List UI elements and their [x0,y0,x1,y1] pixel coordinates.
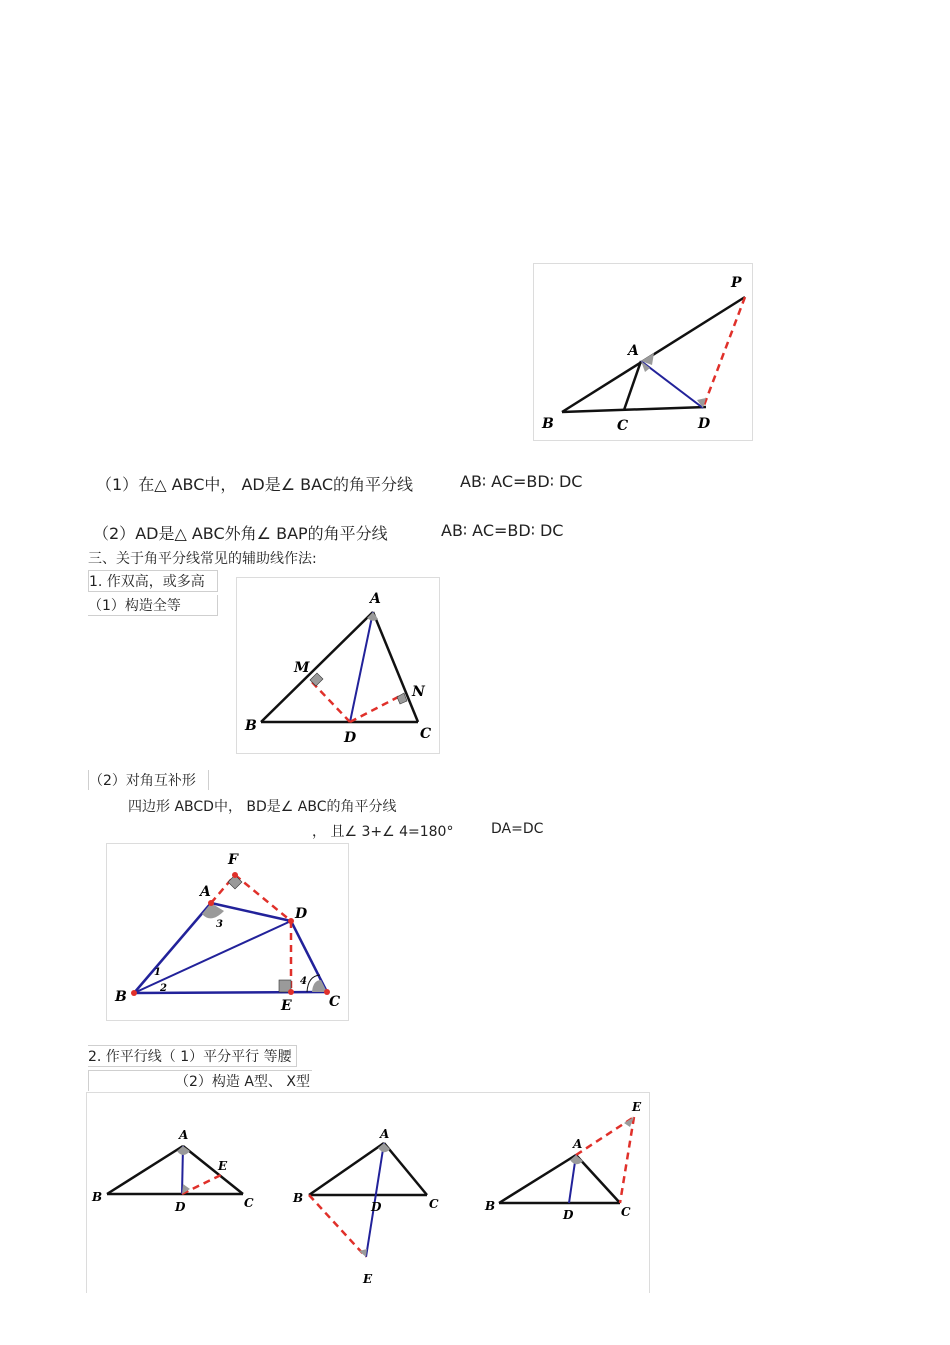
label-C: C [329,994,341,1010]
theorem-line-1 [96,472,413,495]
label-E: E [281,998,292,1014]
item-2-2-heading: （2）构造 A型、 X型 [88,1070,312,1091]
label-P: P [731,275,742,291]
label-B: B [92,1190,103,1204]
figure-extended-a-type [484,1100,642,1222]
label-E: E [363,1272,373,1286]
label-A: A [380,1127,390,1141]
section-heading: 三、关于角平分线常见的辅助线作法: [88,551,317,567]
theorem-2-number: （2） [93,524,136,543]
label-4: 4 [300,976,307,987]
label-A: A [573,1137,583,1151]
label-D: D [295,906,308,922]
item-2-heading: 2. 作平行线（ 1）平分平行 等腰 [88,1045,297,1067]
label-2: 2 [160,983,167,994]
figure-parallel-constructions [86,1092,650,1293]
label-A: A [179,1128,189,1142]
figure-x-type [292,1127,439,1286]
label-E: E [632,1100,642,1114]
label-A: A [628,343,639,359]
label-3: 3 [216,919,223,930]
label-B: B [293,1191,304,1205]
theorem-1-number: （1） [96,475,139,494]
label-N: N [412,684,425,700]
label-C: C [420,726,432,742]
label-D: D [563,1208,574,1222]
label-A: A [370,591,381,607]
item-1-heading: 1. 作双高，或多高 [88,570,218,592]
figure-a-type [91,1128,254,1214]
theorem-line-2 [93,521,388,544]
label-F: F [228,852,238,868]
label-A: A [200,884,211,900]
quad-conclusion: DA=DC [491,821,544,837]
label-E: E [218,1159,228,1173]
label-C: C [617,418,629,434]
theorem-1-text: 在△ ABC中， AD是∠ BAC的角平分线 [138,475,413,494]
figure-exterior-bisector [533,263,753,441]
label-D: D [698,416,711,432]
label-C: C [429,1197,439,1211]
label-B: B [115,989,127,1005]
theorem-2-text: AD是△ ABC外角∠ BAP的角平分线 [135,524,388,543]
label-D: D [175,1200,186,1214]
label-B: B [245,718,257,734]
label-B: B [485,1199,496,1213]
figure-double-heights [236,577,440,754]
label-1: 1 [154,967,161,978]
label-B: B [542,416,554,432]
label-C: C [621,1205,631,1219]
item-1-1-heading: （1）构造全等 [88,595,218,616]
label-D: D [344,730,357,746]
label-C: C [244,1196,254,1210]
figure-supplementary-quad [106,843,349,1021]
quad-statement: 四边形 ABCD中， BD是∠ ABC的角平分线 [128,799,397,815]
theorem-1-rhs: AB∶ AC=BD∶ DC [460,472,583,491]
theorem-2-rhs: AB∶ AC=BD∶ DC [441,521,564,540]
item-1-2-heading: （2）对角互补形 [88,770,209,790]
label-D: D [371,1200,382,1214]
quad-condition: ， 且∠ 3+∠ 4=180° [312,824,454,840]
label-M: M [294,660,310,676]
